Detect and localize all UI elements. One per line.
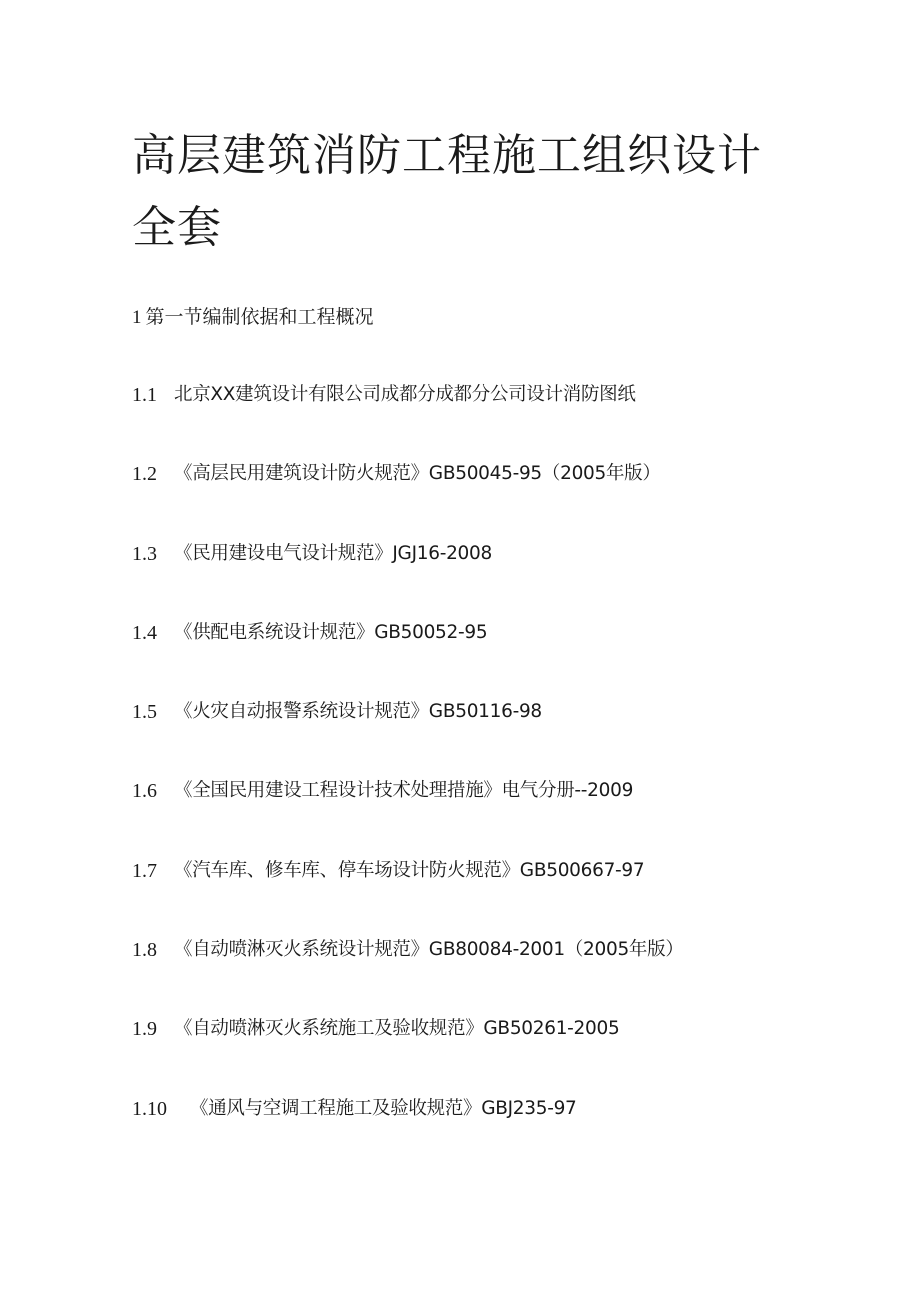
reference-number: 1.10	[132, 1097, 167, 1120]
reference-number: 1.1	[132, 384, 157, 406]
reference-number: 1.8	[132, 939, 157, 962]
reference-number: 1.3	[132, 542, 157, 565]
reference-number: 1.2	[132, 463, 157, 486]
reference-item	[132, 457, 684, 536]
reference-item	[132, 1012, 684, 1091]
reference-number: 1.9	[132, 1018, 157, 1041]
reference-number: 1.4	[132, 621, 157, 644]
reference-item	[132, 695, 684, 774]
reference-text: 《高层民用建筑设计防火规范》GB50045-95（2005年版）	[174, 463, 661, 485]
reference-item	[132, 1092, 684, 1171]
reference-number: 1.5	[132, 701, 157, 724]
reference-list	[132, 378, 684, 1171]
reference-text: 《自动喷淋灭火系统设计规范》GB80084-2001（2005年版）	[174, 939, 684, 961]
section-title: 第一节编制依据和工程概况	[145, 306, 374, 328]
reference-item	[132, 774, 684, 853]
reference-number: 1.6	[132, 780, 157, 803]
reference-text: 《火灾自动报警系统设计规范》GB50116-98	[174, 701, 542, 723]
reference-item	[132, 537, 684, 616]
reference-item	[132, 854, 684, 933]
section-number: 1	[132, 307, 142, 328]
reference-item	[132, 616, 684, 695]
reference-text: 《全国民用建设工程设计技术处理措施》电气分册--2009	[174, 780, 634, 802]
section-heading	[132, 300, 374, 335]
document-title: 高层建筑消防工程施工组织设计全套	[132, 130, 762, 253]
reference-item	[132, 933, 684, 1012]
reference-text: 《汽车库、修车库、停车场设计防火规范》GB500667-97	[174, 859, 645, 881]
reference-text: 《自动喷淋灭火系统施工及验收规范》GB50261-2005	[174, 1018, 620, 1040]
reference-text: 《通风与空调工程施工及验收规范》GBJ235-97	[190, 1097, 577, 1119]
reference-item	[132, 378, 684, 457]
reference-text: 北京XX建筑设计有限公司成都分成都分公司设计消防图纸	[174, 384, 636, 405]
reference-number: 1.7	[132, 859, 157, 882]
reference-text: 《民用建设电气设计规范》JGJ16-2008	[174, 542, 492, 564]
reference-text: 《供配电系统设计规范》GB50052-95	[174, 621, 488, 643]
